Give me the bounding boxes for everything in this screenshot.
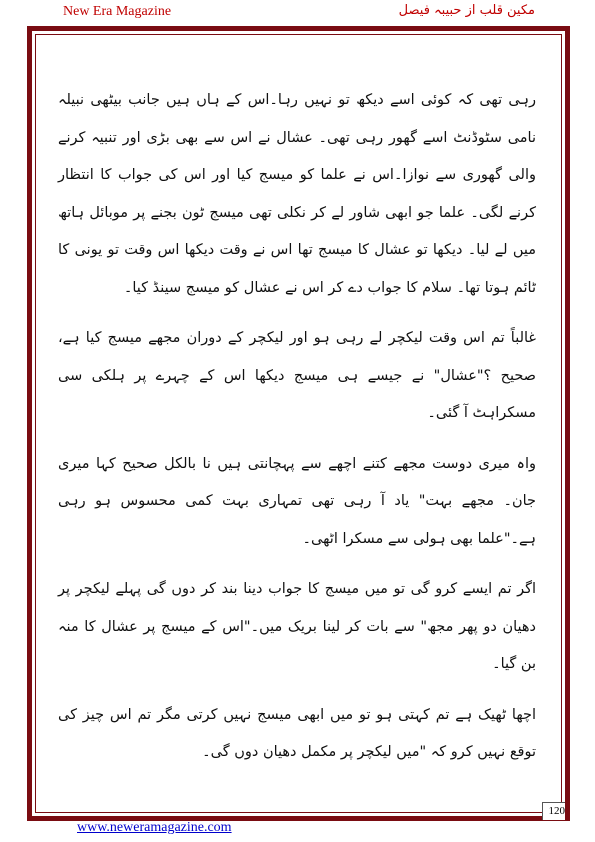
website-link[interactable]: www.neweramagazine.com	[77, 820, 232, 835]
paragraph: اگر تم ایسے کرو گی تو میں میسج کا جواب دینا بند کر دوں گی پہلے لیکچر پر دھیان دو پھر مجھ" سے بات کر لینا بریک میں۔"اس کے میسج پر عشال کا منہ بن گیا۔	[58, 581, 536, 672]
paragraph: اچھا ٹھیک ہے تم کہتی ہو تو میں ابھی میسج نہیں کرتی مگر تم اس چیز کی توقع نہیں کرو کہ "میں لیکچر پر مکمل دھیان دوں گی۔	[58, 706, 536, 760]
page-number: 120	[542, 802, 565, 820]
paragraph: غالباً تم اس وقت لیکچر لے رہی ہو اور لیکچر کے دوران مجھے میسج کیا ہے، صحیح ؟"عشال" نے جیسے ہی میسج دیکھا اس کے چہرے پر ہلکی سی مسکراہٹ آ گئی۔	[58, 330, 536, 421]
novel-title: مکین قلب از حبیبہ فیصل	[398, 3, 535, 18]
paragraph: رہی تھی کہ کوئی اسے دیکھ تو نہیں رہا۔اس کے ہاں ہیں جانب بیٹھی نبیلہ نامی سٹوڈنٹ اسے گھور رہی تھی۔ عشال نے اس سے بھی بڑی اور تنبیہ کرنے والی گھوری سے نوازا۔اس نے علما کو میسج کیا اور اس کی جواب کا انتظار کرنے لگی۔ علما جو ابھی شاور لے کر نکلی تھی میسج ٹون بجنے پر موبائل ہاتھ میں لے لیا۔ دیکھا تو عشال کا میسج تھا اس نے وقت دیکھا اس وقت تو یونی کا ٹائم ہوتا تھا۔ سلام کا جواب دے کر اس نے عشال کو میسج سینڈ کیا۔	[58, 92, 536, 296]
paragraph: واہ میری دوست مجھے کتنے اچھے سے پہچانتی ہیں نا بالکل صحیح کہا میری جان۔ مجھے بہت" یاد آ رہی تھی تمہاری بہت کمی محسوس ہو رہی ہے۔"علما بھی ہولی سے مسکرا اٹھی۔	[58, 455, 536, 547]
story-text	[58, 82, 536, 772]
magazine-name: New Era Magazine	[63, 4, 172, 19]
